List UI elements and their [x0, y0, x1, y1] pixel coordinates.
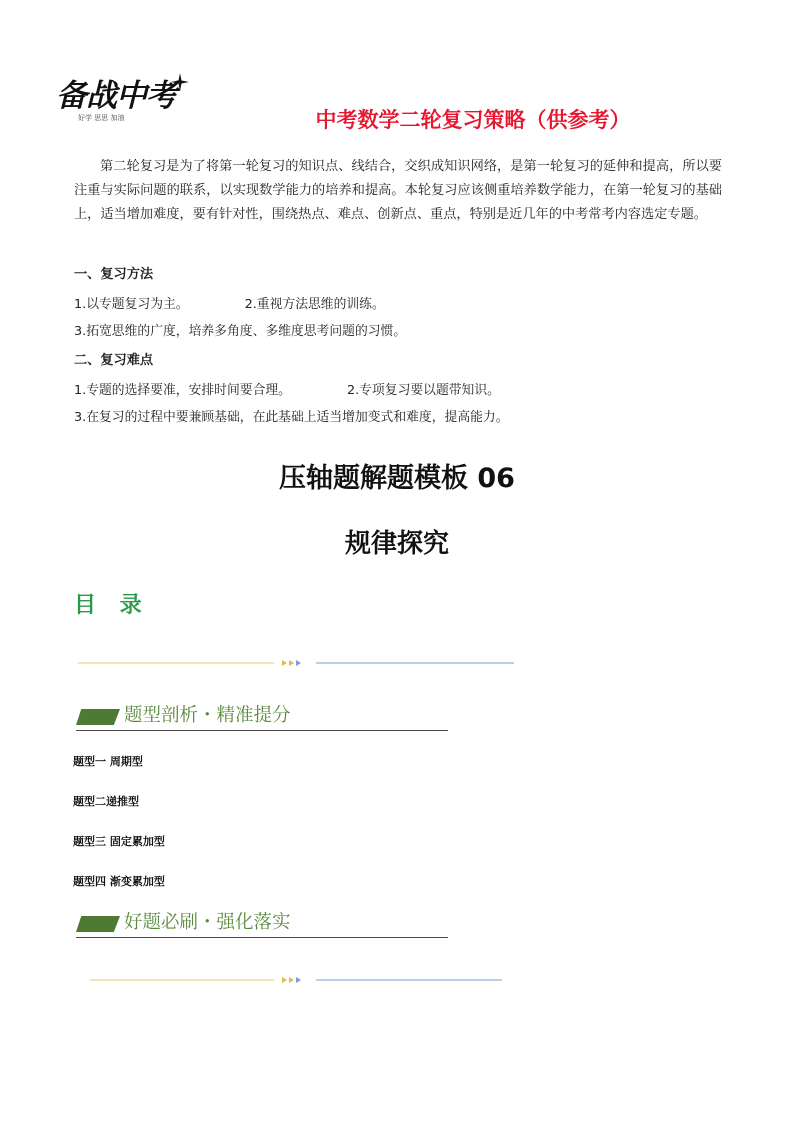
methods-item-2: 2.重视方法思维的训练。: [244, 297, 385, 312]
intro-paragraph: 第二轮复习是为了将第一轮复习的知识点、线结合，交织成知识网络，是第一轮复习的延伸和提高，所以要注重与实际问题的联系，以实现数学能力的培养和提高。本轮复习应该侧重培养数学能力，在第一轮复习的基础上，适当增加难度，要有针对性，围绕热点、难点、创新点、重点，特别是近几年的中考常考内容选定专题。: [74, 159, 722, 222]
banner-shape: [76, 709, 120, 725]
methods-item-3: 3.拓宽思维的广度，培养多角度、多维度思考问题的习惯。: [74, 324, 407, 339]
document-title: [0, 104, 794, 134]
methods-item-1: 1.以专题复习为主。: [74, 297, 189, 312]
banner-label: 题型剖析・精准提分: [124, 705, 291, 726]
banner-underline: [76, 937, 448, 938]
logo-text: 备战中考: [56, 78, 176, 114]
main-title: 压轴题解题模板 06: [279, 463, 515, 494]
logo-subtext: 好学 思思 加油: [78, 114, 125, 122]
methods-line-1: [74, 293, 385, 312]
toc-item[interactable]: 题型二递推型: [73, 795, 139, 808]
toc-item[interactable]: 题型三 固定累加型: [73, 835, 165, 848]
decorative-divider: [78, 659, 514, 667]
section-banner-analysis: [76, 701, 448, 731]
sparkle-icon: [170, 72, 190, 92]
toc-item[interactable]: 题型四 渐变累加型: [73, 875, 165, 888]
difficulties-line-1: [74, 379, 500, 398]
difficulties-item-1: 1.专题的选择要准，安排时间要合理。: [74, 383, 291, 398]
difficulties-item-2: 2.专项复习要以题带知识。: [346, 383, 500, 398]
section-heading-difficulties: 二、复习难点: [74, 353, 154, 368]
sub-title: 规律探究: [344, 529, 449, 559]
banner-underline: [76, 730, 448, 731]
toc-item[interactable]: 题型一 周期型: [73, 755, 143, 768]
section-heading-methods: 一、复习方法: [74, 267, 154, 282]
toc-heading: 目 录: [74, 593, 150, 618]
banner-shape: [76, 916, 120, 932]
document-title-text: 中考数学二轮复习策略（供参考）: [315, 108, 631, 132]
decorative-divider: [90, 976, 502, 984]
difficulties-item-3: 3.在复习的过程中要兼顾基础，在此基础上适当增加变式和难度，提高能力。: [74, 410, 509, 425]
section-banner-practice: [76, 908, 448, 938]
banner-label: 好题必刷・强化落实: [124, 912, 291, 933]
